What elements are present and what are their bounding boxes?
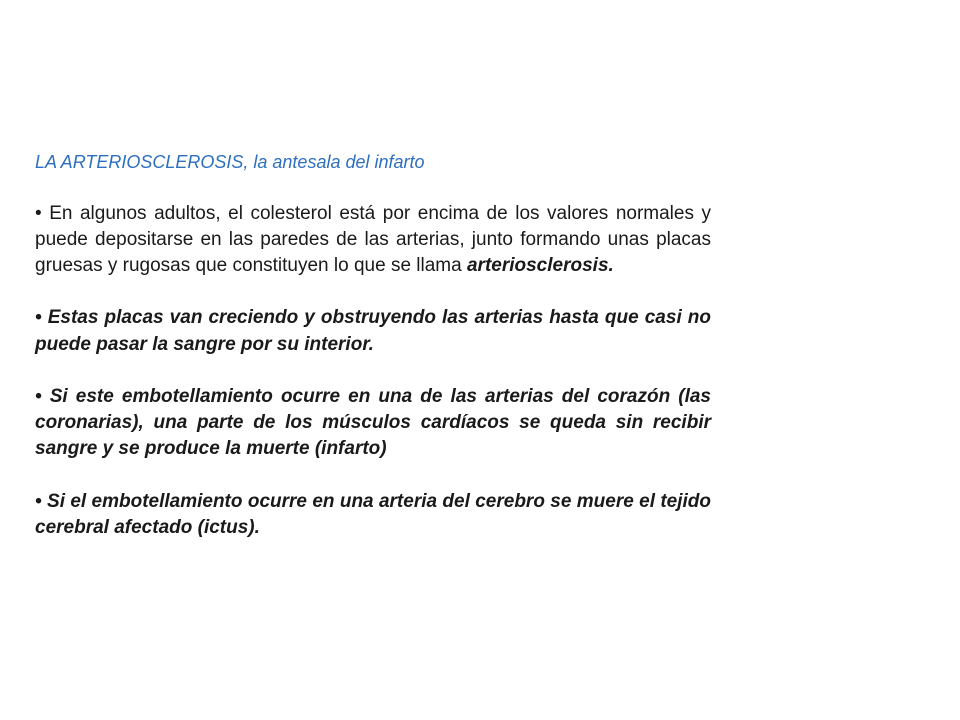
paragraph-text: En algunos adultos, el colesterol está por encima de los valores normales y puede depositarse en las paredes de las arterias, junto formando unas placas gruesas y rugosas que constituyen lo que se llama (35, 202, 712, 277)
paragraph-colesterol (35, 201, 711, 280)
paragraph-ictus (35, 489, 711, 541)
bullet-icon: • (35, 202, 42, 224)
bullet-icon: • (35, 385, 42, 407)
bullet-icon: • (35, 307, 42, 329)
paragraph-text: Estas placas van creciendo y obstruyendo las arterias hasta que casi no puede pasar la sangre por su interior. (35, 307, 711, 355)
slide-title: LA ARTERIOSCLEROSIS, la antesala del infarto (35, 152, 425, 172)
paragraph-text: Si el embotellamiento ocurre en una arteria del cerebro se muere el tejido cerebral afectado (ictus). (35, 490, 711, 538)
bullet-icon: • (35, 490, 42, 512)
paragraph-infarto (35, 384, 711, 463)
paragraph-placas (35, 305, 711, 357)
term-arteriosclerosis: arteriosclerosis. (466, 255, 614, 277)
paragraph-text: Si este embotellamiento ocurre en una de las arterias del corazón (las coronarias), una parte de los músculos cardíacos se queda sin recibir sangre y se produce la muerte (infarto) (35, 385, 712, 460)
slide-content (35, 150, 711, 567)
